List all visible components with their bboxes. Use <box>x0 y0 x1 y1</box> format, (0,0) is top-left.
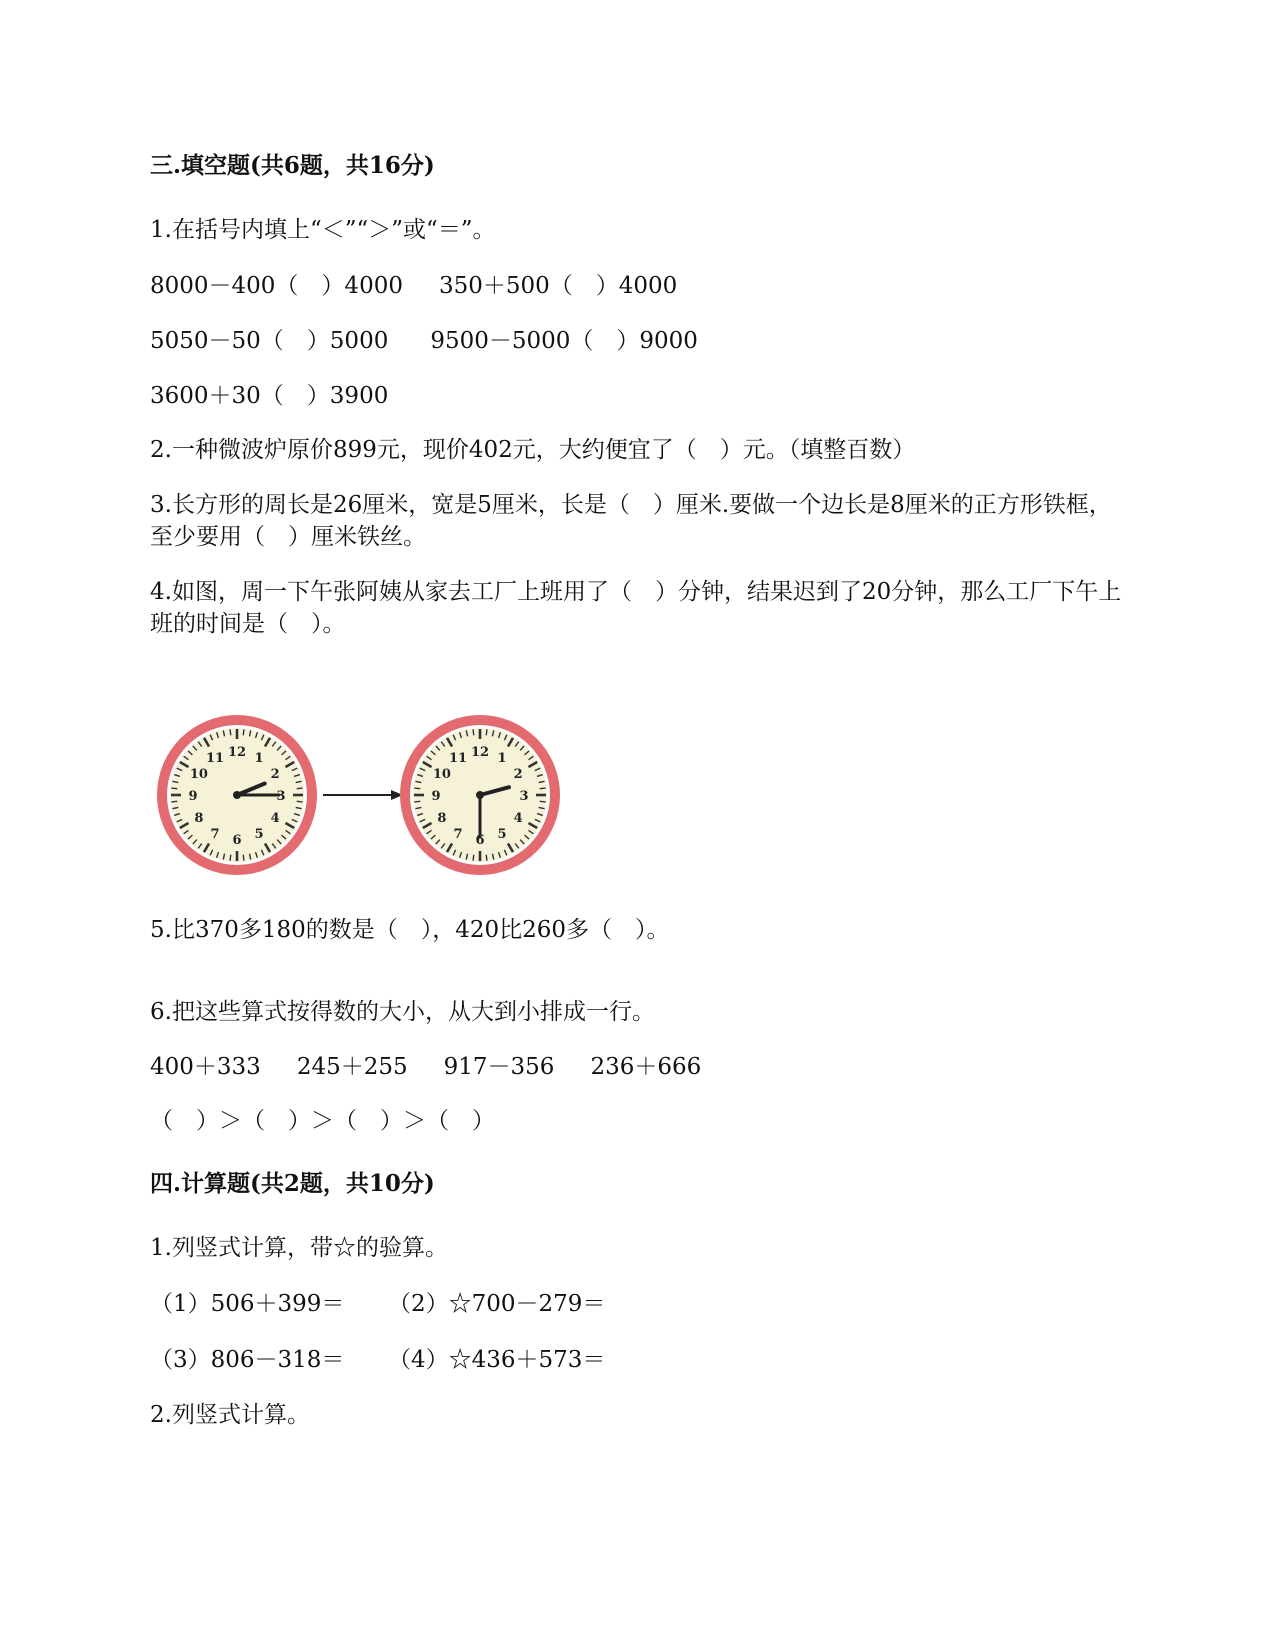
clock-number: 4 <box>513 811 523 826</box>
clock-tick <box>171 788 177 789</box>
clock-tick <box>414 788 420 789</box>
q6-expression: 400＋333 <box>150 1054 261 1080</box>
q1-row-2 <box>150 325 698 357</box>
q1-prompt: 1.在括号内填上“＜”“＞”或“＝”。 <box>150 217 496 243</box>
clock-tick <box>540 801 546 802</box>
q3-text: 3.长方形的周长是26厘米，宽是5厘米，长是（ ）厘米.要做一个边长是8厘米的正方形铁框，至少要用（ ）厘米铁丝。 <box>150 492 1112 550</box>
calc-q2-text: 2.列竖式计算。 <box>150 1402 310 1428</box>
q6-expression: 917－356 <box>443 1054 555 1080</box>
clock-number: 5 <box>254 827 264 843</box>
clock-tick <box>486 729 487 735</box>
clock-tick <box>473 855 474 861</box>
clock-tick <box>540 788 546 789</box>
clock-number: 3 <box>519 789 529 804</box>
clock-number: 1 <box>254 750 264 766</box>
calc-q1-row-1 <box>150 1288 605 1320</box>
clock-tick <box>414 801 420 802</box>
clock-tick <box>486 855 487 861</box>
q6-expression: 236＋666 <box>590 1054 702 1080</box>
start-clock <box>157 715 317 875</box>
calc-item: （3）806－318＝ <box>150 1347 345 1373</box>
clock-pair-image <box>155 710 575 885</box>
q1-item: 9500－5000（ ）9000 <box>430 328 698 354</box>
q2-text: 2.一种微波炉原价899元，现价402元，大约便宜了（ ）元。（填整百数） <box>150 437 916 463</box>
end-clock <box>400 715 560 875</box>
calc-q1-row-2 <box>150 1344 605 1376</box>
clock-number: 11 <box>448 750 468 766</box>
clock-number: 12 <box>227 745 247 760</box>
q1-item: 8000－400（ ）4000 <box>150 273 403 299</box>
clock-tick <box>297 788 303 789</box>
clock-tick <box>473 729 474 735</box>
clock-number: 11 <box>205 750 225 766</box>
calc-item: （2）☆700－279＝ <box>388 1291 606 1317</box>
clock-number: 4 <box>270 811 280 826</box>
clock-number: 3 <box>276 789 286 804</box>
calc-q1-prompt: 1.列竖式计算，带☆的验算。 <box>150 1235 448 1261</box>
clock-number: 10 <box>432 767 451 782</box>
clock-number: 10 <box>189 767 208 782</box>
clock-number: 9 <box>188 789 198 804</box>
clock-number: 6 <box>232 833 242 848</box>
clock-center-pin <box>233 791 241 799</box>
q6-order-line: （ ）＞（ ）＞（ ）＞（ ） <box>150 1108 495 1134</box>
q1-row-3 <box>150 380 388 412</box>
clock-center-pin <box>476 791 484 799</box>
clock-number: 12 <box>470 745 490 760</box>
q4-clock-figure <box>155 710 575 885</box>
clock-number: 1 <box>497 750 507 766</box>
calc-item: （4）☆436＋573＝ <box>388 1347 606 1373</box>
clock-number: 7 <box>453 827 463 843</box>
section-4-heading: 四.计算题(共2题，共10分) <box>150 1170 435 1197</box>
clock-number: 9 <box>431 789 441 804</box>
clock-tick <box>297 801 303 802</box>
q6-expressions <box>150 1051 701 1083</box>
clock-tick <box>243 729 244 735</box>
q1-item: 350＋500（ ）4000 <box>438 273 678 299</box>
clock-tick <box>171 801 177 802</box>
q6-expression: 245＋255 <box>296 1054 408 1080</box>
calc-item: （1）506＋399＝ <box>150 1291 345 1317</box>
clock-tick <box>230 855 231 861</box>
section-3-heading: 三.填空题(共6题，共16分) <box>150 152 435 179</box>
clock-number: 2 <box>513 767 523 782</box>
clock-number: 8 <box>437 811 447 826</box>
q5-text: 5.比370多180的数是（ ），420比260多（ ）。 <box>150 917 670 943</box>
clock-number: 7 <box>210 827 220 843</box>
clock-number: 5 <box>497 827 507 843</box>
q1-row-1 <box>150 270 677 302</box>
q6-prompt: 6.把这些算式按得数的大小，从大到小排成一行。 <box>150 999 655 1025</box>
q1-item: 3600＋30（ ）3900 <box>150 383 389 409</box>
clock-tick <box>243 855 244 861</box>
clock-number: 6 <box>475 833 485 848</box>
q1-item: 5050－50（ ）5000 <box>150 328 389 354</box>
clock-number: 8 <box>194 811 204 826</box>
clock-tick <box>230 729 231 735</box>
q4-text: 4.如图，周一下午张阿姨从家去工厂上班用了（ ）分钟，结果迟到了20分钟，那么工厂下午上班的时间是（ ）。 <box>150 579 1122 637</box>
clock-number: 2 <box>270 767 280 782</box>
